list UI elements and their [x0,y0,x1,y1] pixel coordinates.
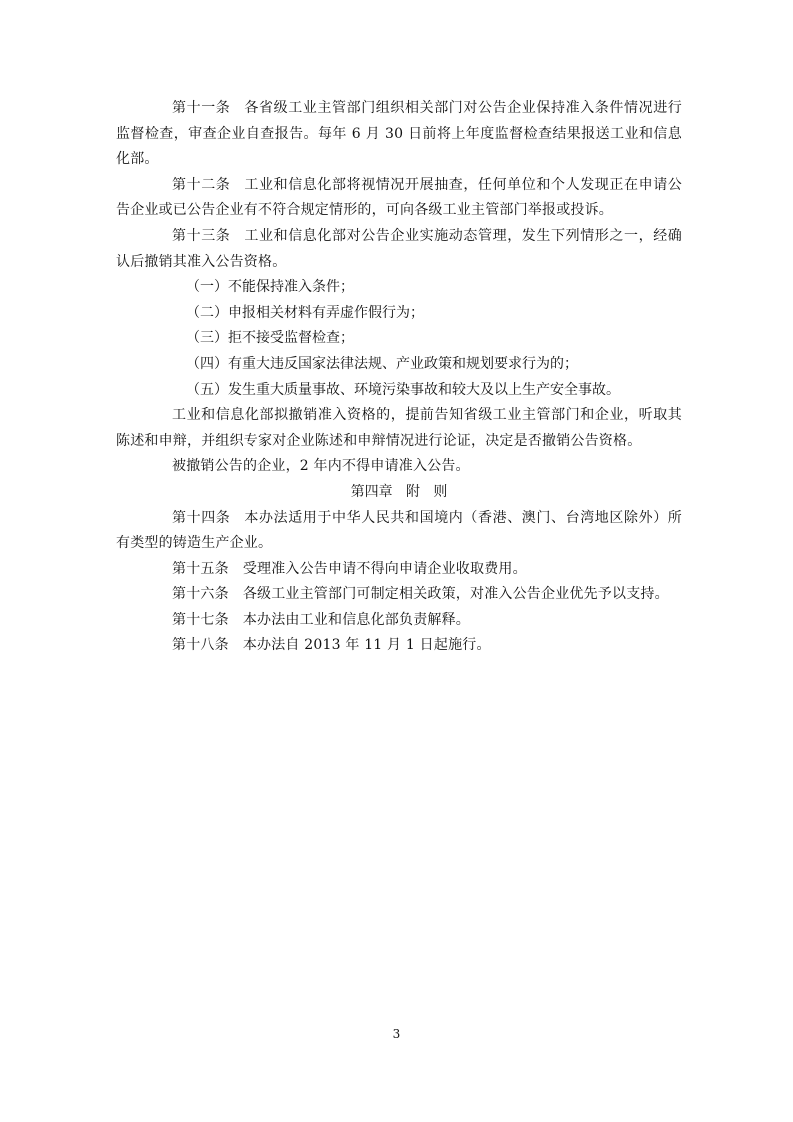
article-17 [116,608,682,634]
page-number: 3 [392,1027,401,1041]
article-text: 本办法由工业和信息化部负责解释。 [242,611,471,628]
article-text: 各省级工业主管部门组织相关部门对公告企业保持准入条件情况进行监督检查，审查企业自查报告。每年 6 月 30 日前将上年度监督检查结果报送工业和信息化部。 [116,100,682,168]
revocation-paragraph: 工业和信息化部拟撤销准入资格的，提前告知省级工业主管部门和企业，听取其陈述和申辩，并组织专家对企业陈述和申辩情况进行论证，决定是否撤销公告资格。 [116,407,682,449]
article-18 [116,633,682,659]
list-item-5: （五）发生重大质量事故、环境污染事故和较大及以上生产安全事故。 [186,381,620,398]
list-item-1: （一）不能保持准入条件； [186,279,354,296]
article-number: 第十一条 [172,100,231,116]
article-15 [116,557,682,583]
article-number: 第十五条 [172,560,229,577]
article-number: 第十四条 [172,509,231,526]
list-item-3: （三）拒不接受监督检查； [186,330,354,347]
article-number: 第十三条 [172,227,231,244]
revoked-enterprise-paragraph: 被撤销公告的企业，2 年内不得申请准入公告。 [172,458,470,475]
article-text: 本办法自 2013 年 11 月 1 日起施行。 [242,637,491,654]
list-item-2: （二）申报相关材料有弄虚作假行为； [186,304,424,321]
article-14 [116,506,682,557]
article-number: 第十六条 [172,586,229,603]
article-text: 本办法适用于中华人民共和国境内（香港、澳门、台湾地区除外）所有类型的铸造生产企业。 [116,509,682,552]
chapter-heading: 第四章 附 则 [350,483,448,500]
list-item-4: （四）有重大违反国家法律法规、产业政策和规划要求行为的； [186,355,578,372]
article-11 [116,96,682,173]
article-12 [116,173,682,224]
article-number: 第十七条 [172,611,229,628]
article-text: 工业和信息化部对公告企业实施动态管理，发生下列情形之一，经确认后撤销其准入公告资格。 [116,227,682,270]
document-body [116,96,682,659]
article-number: 第十二条 [172,176,231,193]
article-16 [116,582,682,608]
article-text: 工业和信息化部将视情况开展抽查，任何单位和个人发现正在申请公告企业或已公告企业有不符合规定情形的，可向各级工业主管部门举报或投诉。 [116,176,682,219]
article-text: 各级工业主管部门可制定相关政策，对准入公告企业优先予以支持。 [242,586,669,603]
article-13 [116,224,682,275]
article-text: 受理准入公告申请不得向申请企业收取费用。 [242,560,527,577]
article-number: 第十八条 [172,637,229,654]
